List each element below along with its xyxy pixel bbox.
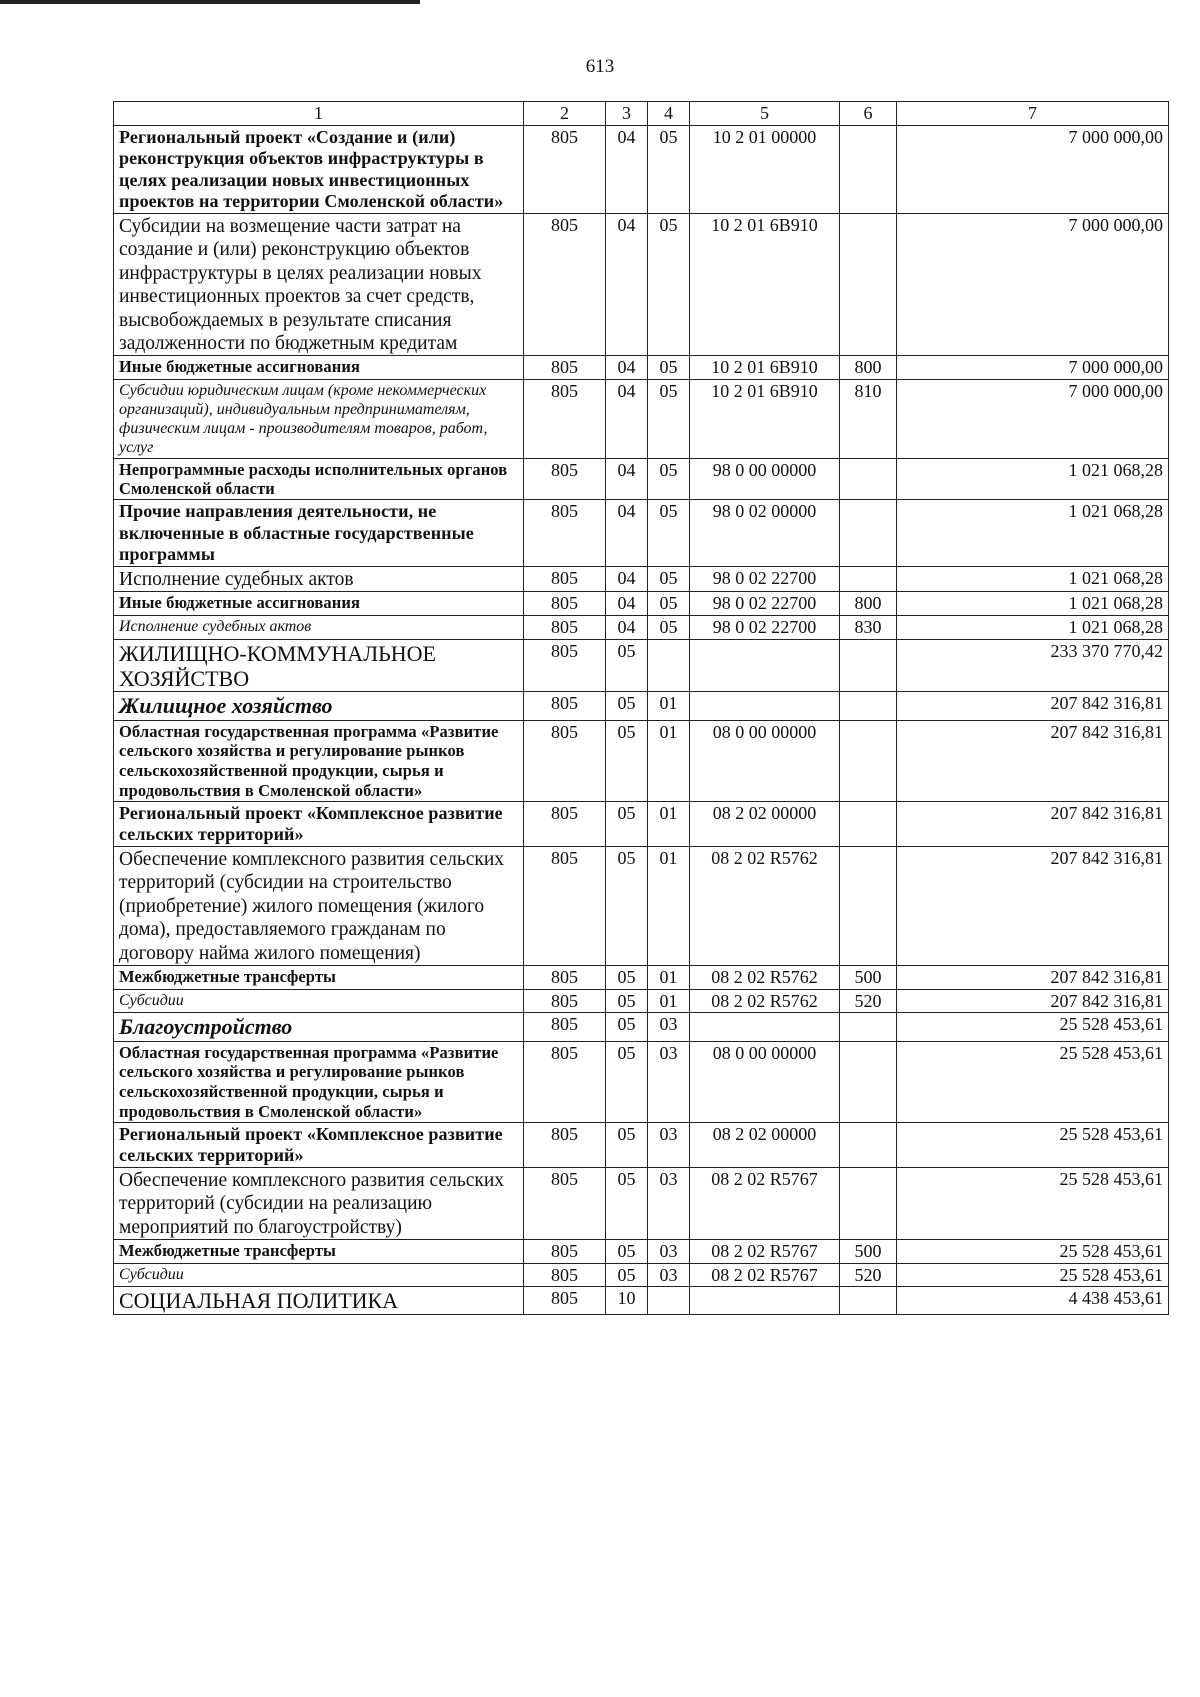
section-code: 805 (524, 639, 606, 692)
target-article-code: 98 0 02 22700 (690, 592, 840, 616)
section-code: 805 (524, 1287, 606, 1314)
expense-type-code: 800 (840, 356, 897, 380)
row-name: Областная государственная программа «Развитие сельского хозяйства и регулирование рынков сельскохозяйственной продукции, сырья и продовольствия в Смоленской области» (114, 720, 524, 801)
table-row (114, 592, 1169, 616)
row-name: Благоустройство (114, 1013, 524, 1041)
amount: 25 528 453,61 (897, 1263, 1169, 1287)
target-article-code: 08 2 02 R5762 (690, 989, 840, 1013)
chapter-code: 05 (606, 720, 648, 801)
chapter-code: 05 (606, 965, 648, 989)
section-code: 805 (524, 1122, 606, 1167)
amount: 25 528 453,61 (897, 1041, 1169, 1122)
header-cell: 5 (690, 102, 840, 126)
section-code: 805 (524, 1167, 606, 1239)
subsection-code: 01 (648, 692, 690, 720)
section-code: 805 (524, 458, 606, 500)
target-article-code: 08 2 02 00000 (690, 1122, 840, 1167)
chapter-code: 04 (606, 379, 648, 458)
section-code: 805 (524, 500, 606, 567)
section-code: 805 (524, 592, 606, 616)
amount: 25 528 453,61 (897, 1013, 1169, 1041)
expense-type-code (840, 1167, 897, 1239)
subsection-code: 01 (648, 846, 690, 965)
amount: 1 021 068,28 (897, 592, 1169, 616)
chapter-code: 04 (606, 616, 648, 640)
target-article-code: 08 2 02 R5762 (690, 965, 840, 989)
expense-type-code: 800 (840, 592, 897, 616)
expense-type-code (840, 500, 897, 567)
chapter-code: 05 (606, 1263, 648, 1287)
subsection-code: 05 (648, 356, 690, 380)
section-code: 805 (524, 1240, 606, 1264)
row-name: Межбюджетные трансферты (114, 965, 524, 989)
table-row (114, 1122, 1169, 1167)
chapter-code: 05 (606, 1041, 648, 1122)
chapter-code: 05 (606, 989, 648, 1013)
amount: 7 000 000,00 (897, 213, 1169, 355)
section-code: 805 (524, 846, 606, 965)
target-article-code: 08 0 00 00000 (690, 1041, 840, 1122)
target-article-code: 98 0 02 22700 (690, 567, 840, 592)
section-code: 805 (524, 989, 606, 1013)
section-code: 805 (524, 1041, 606, 1122)
table-row (114, 356, 1169, 380)
expense-type-code (840, 1122, 897, 1167)
header-cell: 4 (648, 102, 690, 126)
row-name: Региональный проект «Создание и (или) реконструкция объектов инфраструктуры в целях реализации новых инвестиционных проектов на территории Смоленской области» (114, 125, 524, 213)
row-name: Межбюджетные трансферты (114, 1240, 524, 1264)
row-name: Областная государственная программа «Развитие сельского хозяйства и регулирование рынков сельскохозяйственной продукции, сырья и продовольствия в Смоленской области» (114, 1041, 524, 1122)
subsection-code: 05 (648, 567, 690, 592)
row-name: Обеспечение комплексного развития сельских территорий (субсидии на строительство (приобретение) жилого помещения (жилого дома), предоставляемого гражданам по договору найма жилого помещения) (114, 846, 524, 965)
table-row (114, 1013, 1169, 1041)
subsection-code: 05 (648, 616, 690, 640)
row-name: Субсидии юридическим лицам (кроме некоммерческих организаций), индивидуальным предпринимателям, физическим лицам - производителям товаров, работ, услуг (114, 379, 524, 458)
section-code: 805 (524, 801, 606, 846)
target-article-code (690, 639, 840, 692)
table-row (114, 567, 1169, 592)
expense-type-code (840, 1041, 897, 1122)
subsection-code: 05 (648, 458, 690, 500)
table-row (114, 616, 1169, 640)
target-article-code: 98 0 02 22700 (690, 616, 840, 640)
table-row (114, 846, 1169, 965)
amount: 7 000 000,00 (897, 379, 1169, 458)
section-code: 805 (524, 567, 606, 592)
expense-type-code (840, 846, 897, 965)
page-number: 613 (585, 56, 615, 77)
target-article-code (690, 1287, 840, 1314)
table-row (114, 1263, 1169, 1287)
amount: 233 370 770,42 (897, 639, 1169, 692)
table-row (114, 692, 1169, 720)
table-row (114, 989, 1169, 1013)
header-cell: 7 (897, 102, 1169, 126)
expense-type-code: 810 (840, 379, 897, 458)
table-row (114, 458, 1169, 500)
table-row (114, 1287, 1169, 1314)
row-name: Исполнение судебных актов (114, 616, 524, 640)
subsection-code: 05 (648, 213, 690, 355)
header-cell: 6 (840, 102, 897, 126)
expense-type-code (840, 639, 897, 692)
row-name: Субсидии (114, 989, 524, 1013)
subsection-code: 05 (648, 592, 690, 616)
chapter-code: 05 (606, 1122, 648, 1167)
subsection-code: 01 (648, 801, 690, 846)
amount: 1 021 068,28 (897, 458, 1169, 500)
expense-type-code: 520 (840, 989, 897, 1013)
chapter-code: 04 (606, 125, 648, 213)
expense-type-code (840, 1287, 897, 1314)
row-name: Субсидии (114, 1263, 524, 1287)
target-article-code: 08 2 02 R5762 (690, 846, 840, 965)
row-name: Непрограммные расходы исполнительных органов Смоленской области (114, 458, 524, 500)
header-cell: 1 (114, 102, 524, 126)
table-row (114, 1167, 1169, 1239)
expense-type-code (840, 720, 897, 801)
chapter-code: 04 (606, 356, 648, 380)
section-code: 805 (524, 720, 606, 801)
target-article-code: 98 0 00 00000 (690, 458, 840, 500)
chapter-code: 10 (606, 1287, 648, 1314)
section-code: 805 (524, 965, 606, 989)
section-code: 805 (524, 692, 606, 720)
chapter-code: 05 (606, 1167, 648, 1239)
target-article-code: 10 2 01 6B910 (690, 213, 840, 355)
expense-type-code (840, 1013, 897, 1041)
target-article-code: 08 2 02 00000 (690, 801, 840, 846)
row-name: Прочие направления деятельности, не включенные в областные государственные программы (114, 500, 524, 567)
target-article-code: 98 0 02 00000 (690, 500, 840, 567)
subsection-code: 05 (648, 500, 690, 567)
expense-type-code: 520 (840, 1263, 897, 1287)
subsection-code: 01 (648, 989, 690, 1013)
amount: 7 000 000,00 (897, 356, 1169, 380)
amount: 1 021 068,28 (897, 616, 1169, 640)
expense-type-code (840, 567, 897, 592)
target-article-code: 10 2 01 00000 (690, 125, 840, 213)
chapter-code: 04 (606, 592, 648, 616)
row-name: СОЦИАЛЬНАЯ ПОЛИТИКА (114, 1287, 524, 1314)
table-row (114, 379, 1169, 458)
subsection-code (648, 1287, 690, 1314)
expense-type-code: 500 (840, 1240, 897, 1264)
table-row (114, 125, 1169, 213)
section-code: 805 (524, 1013, 606, 1041)
chapter-code: 05 (606, 1013, 648, 1041)
section-code: 805 (524, 356, 606, 380)
amount: 25 528 453,61 (897, 1167, 1169, 1239)
scan-edge-mark (0, 0, 420, 4)
amount: 207 842 316,81 (897, 801, 1169, 846)
subsection-code: 03 (648, 1041, 690, 1122)
table-row (114, 1041, 1169, 1122)
target-article-code: 08 0 00 00000 (690, 720, 840, 801)
row-name: Региональный проект «Комплексное развитие сельских территорий» (114, 801, 524, 846)
table-row (114, 801, 1169, 846)
chapter-code: 04 (606, 213, 648, 355)
section-code: 805 (524, 213, 606, 355)
subsection-code: 01 (648, 720, 690, 801)
subsection-code: 01 (648, 965, 690, 989)
subsection-code: 03 (648, 1240, 690, 1264)
table-row (114, 639, 1169, 692)
amount: 7 000 000,00 (897, 125, 1169, 213)
target-article-code: 08 2 02 R5767 (690, 1167, 840, 1239)
subsection-code (648, 639, 690, 692)
amount: 207 842 316,81 (897, 720, 1169, 801)
section-code: 805 (524, 379, 606, 458)
chapter-code: 04 (606, 500, 648, 567)
target-article-code: 08 2 02 R5767 (690, 1240, 840, 1264)
amount: 4 438 453,61 (897, 1287, 1169, 1314)
table-row (114, 500, 1169, 567)
table-row (114, 1240, 1169, 1264)
amount: 25 528 453,61 (897, 1240, 1169, 1264)
subsection-code: 03 (648, 1013, 690, 1041)
row-name: Иные бюджетные ассигнования (114, 356, 524, 380)
amount: 207 842 316,81 (897, 965, 1169, 989)
row-name: Жилищное хозяйство (114, 692, 524, 720)
section-code: 805 (524, 1263, 606, 1287)
subsection-code: 03 (648, 1263, 690, 1287)
budget-table (113, 101, 1169, 1315)
expense-type-code: 830 (840, 616, 897, 640)
amount: 1 021 068,28 (897, 500, 1169, 567)
row-name: Иные бюджетные ассигнования (114, 592, 524, 616)
header-cell: 3 (606, 102, 648, 126)
chapter-code: 05 (606, 639, 648, 692)
target-article-code: 10 2 01 6B910 (690, 356, 840, 380)
header-row (114, 102, 1169, 126)
target-article-code: 10 2 01 6B910 (690, 379, 840, 458)
target-article-code (690, 692, 840, 720)
section-code: 805 (524, 616, 606, 640)
header-cell: 2 (524, 102, 606, 126)
amount: 207 842 316,81 (897, 846, 1169, 965)
row-name: Обеспечение комплексного развития сельских территорий (субсидии на реализацию мероприятий по благоустройству) (114, 1167, 524, 1239)
chapter-code: 05 (606, 692, 648, 720)
chapter-code: 04 (606, 458, 648, 500)
chapter-code: 05 (606, 1240, 648, 1264)
table-row (114, 720, 1169, 801)
table-row (114, 213, 1169, 355)
target-article-code (690, 1013, 840, 1041)
subsection-code: 03 (648, 1122, 690, 1167)
row-name: Региональный проект «Комплексное развитие сельских территорий» (114, 1122, 524, 1167)
chapter-code: 05 (606, 801, 648, 846)
amount: 25 528 453,61 (897, 1122, 1169, 1167)
chapter-code: 04 (606, 567, 648, 592)
row-name: ЖИЛИЩНО-КОММУНАЛЬНОЕ ХОЗЯЙСТВО (114, 639, 524, 692)
table-row (114, 965, 1169, 989)
expense-type-code (840, 125, 897, 213)
subsection-code: 05 (648, 125, 690, 213)
expense-type-code (840, 801, 897, 846)
expense-type-code (840, 692, 897, 720)
chapter-code: 05 (606, 846, 648, 965)
expense-type-code (840, 458, 897, 500)
amount: 207 842 316,81 (897, 989, 1169, 1013)
section-code: 805 (524, 125, 606, 213)
row-name: Исполнение судебных актов (114, 567, 524, 592)
row-name: Субсидии на возмещение части затрат на создание и (или) реконструкцию объектов инфраструктуры в целях реализации новых инвестиционных проектов за счет средств, высвобождаемых в результате списания задолженности по бюджетным кредитам (114, 213, 524, 355)
expense-type-code: 500 (840, 965, 897, 989)
amount: 207 842 316,81 (897, 692, 1169, 720)
expense-type-code (840, 213, 897, 355)
subsection-code: 03 (648, 1167, 690, 1239)
amount: 1 021 068,28 (897, 567, 1169, 592)
subsection-code: 05 (648, 379, 690, 458)
target-article-code: 08 2 02 R5767 (690, 1263, 840, 1287)
